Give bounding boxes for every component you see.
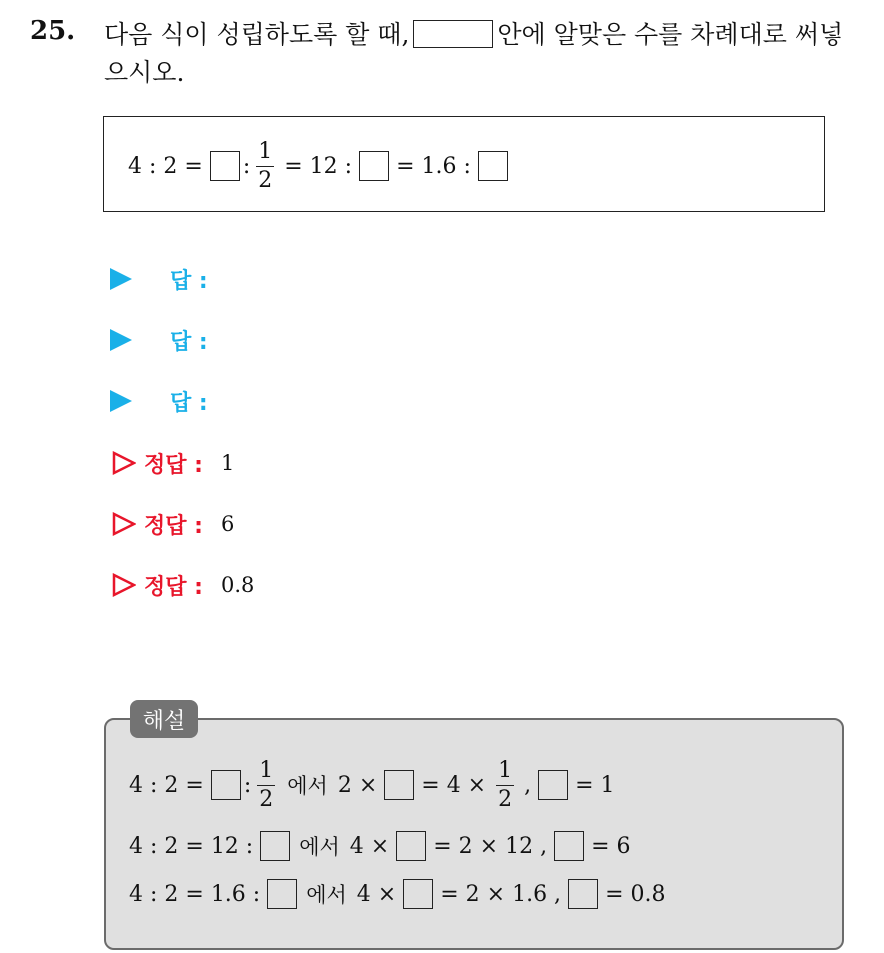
exp1-colon: : <box>243 772 252 798</box>
fraction-numerator: 1 <box>258 138 273 164</box>
answer-row-1 <box>110 264 208 294</box>
question-text <box>104 16 864 92</box>
blank-square <box>538 770 568 800</box>
play-triangle-icon <box>110 268 132 290</box>
answer-label: 답 : <box>170 390 208 416</box>
exp1-lhs: 4 : 2 = <box>129 772 204 798</box>
eq-16: = 1.6 : <box>396 153 471 179</box>
eq-colon: : <box>242 153 251 179</box>
blank-box <box>413 20 493 48</box>
exp2-mid2: = 2 × 12 , <box>433 833 548 859</box>
fraction-denominator: 2 <box>498 786 513 812</box>
answer-label: 답 : <box>170 329 208 355</box>
exp3-eso: 에서 <box>306 883 347 907</box>
blank-square <box>384 770 414 800</box>
explanation-badge: 해설 <box>130 700 198 738</box>
exp1-res: = 1 <box>575 772 615 798</box>
blank-square <box>267 879 297 909</box>
equation <box>124 138 511 193</box>
exp1-mid2: = 4 × <box>421 772 487 798</box>
answer-row-3 <box>110 386 208 416</box>
exp2-lhs: 4 : 2 = 12 : <box>129 833 254 859</box>
correct-value-2: 6 <box>220 512 235 536</box>
exp3-lhs: 4 : 2 = 1.6 : <box>129 881 261 907</box>
play-triangle-icon <box>110 390 132 412</box>
question-number: 25. <box>30 16 76 46</box>
outline-triangle-icon <box>112 451 136 475</box>
play-triangle-icon <box>110 329 132 351</box>
fraction-numerator: 1 <box>498 757 513 783</box>
exp3-mid1: 4 × <box>356 881 397 907</box>
outline-triangle-icon <box>112 573 136 597</box>
question-text-before: 다음 식이 성립하도록 할 때, <box>104 20 410 49</box>
answer-label: 답 : <box>170 268 208 294</box>
blank-square <box>568 879 598 909</box>
blank-square-2 <box>359 151 389 181</box>
exp2-res: = 6 <box>591 833 631 859</box>
explanation-line-3 <box>125 876 669 912</box>
eq-lhs: 4 : 2 = <box>128 153 203 179</box>
fraction-denominator: 2 <box>259 786 274 812</box>
correct-value-1: 1 <box>220 451 235 475</box>
fraction-numerator: 1 <box>259 757 274 783</box>
correct-value-3: 0.8 <box>220 573 255 597</box>
blank-square-1 <box>210 151 240 181</box>
exp2-eso: 에서 <box>299 835 340 859</box>
fraction-denominator: 2 <box>258 167 273 193</box>
correct-row-2 <box>110 509 234 539</box>
equation-box <box>103 116 825 212</box>
exp3-mid2: = 2 × 1.6 , <box>440 881 562 907</box>
blank-square <box>211 770 241 800</box>
exp1-fraction-b <box>496 757 514 812</box>
exp1-mid1: 2 × <box>337 772 378 798</box>
blank-square <box>260 831 290 861</box>
blank-square <box>403 879 433 909</box>
explanation-line-1 <box>125 758 619 812</box>
blank-square-3 <box>478 151 508 181</box>
blank-square <box>554 831 584 861</box>
exp3-res: = 0.8 <box>605 881 666 907</box>
correct-label: 정답 : <box>144 574 203 600</box>
exp1-eso: 에서 <box>287 774 328 798</box>
correct-row-3 <box>110 570 254 600</box>
question-text-after: 안에 알맞은 수를 차례대로 써넣으시오. <box>104 20 844 87</box>
outline-triangle-icon <box>112 512 136 536</box>
correct-row-1 <box>110 448 234 478</box>
correct-label: 정답 : <box>144 513 203 539</box>
blank-square <box>396 831 426 861</box>
exp2-mid1: 4 × <box>349 833 390 859</box>
explanation-line-2 <box>125 828 635 864</box>
exp1-comma: , <box>524 772 532 798</box>
eq-fraction <box>256 138 274 193</box>
correct-label: 정답 : <box>144 452 203 478</box>
eq-12: = 12 : <box>284 153 353 179</box>
answer-row-2 <box>110 325 208 355</box>
exp1-fraction-a <box>257 757 275 812</box>
